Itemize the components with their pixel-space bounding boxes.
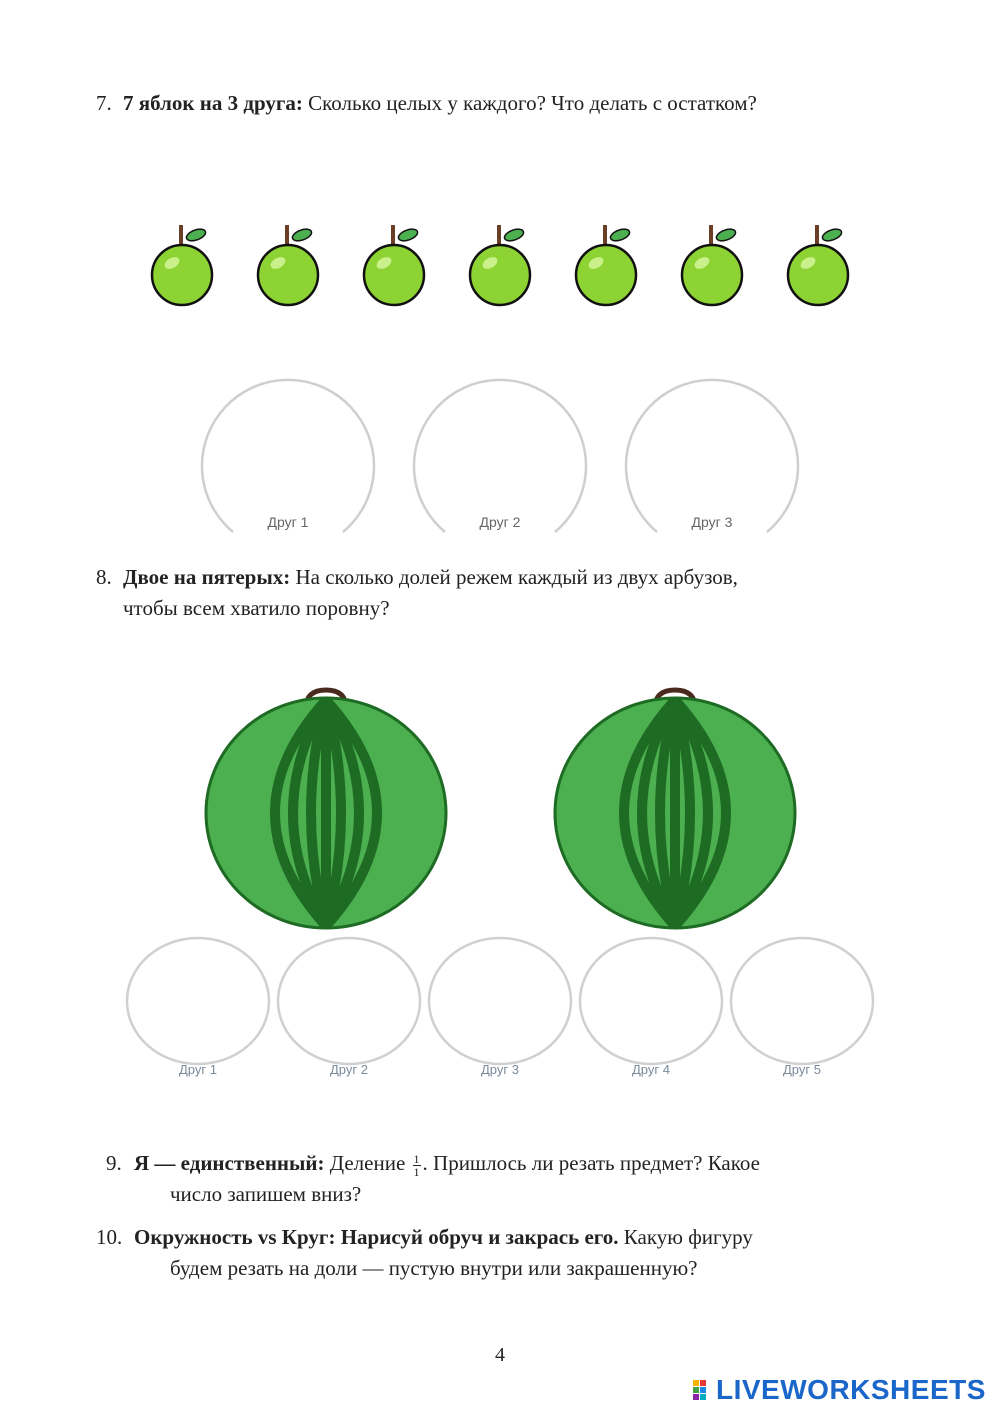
question-text-cont: . Пришлось ли резать предмет? Какое bbox=[422, 1151, 760, 1175]
plate-label: Друг 5 bbox=[783, 1062, 821, 1077]
apple-icon bbox=[576, 225, 636, 305]
question-text-line2: число запишем вниз? bbox=[170, 1182, 362, 1206]
apple-icon bbox=[364, 225, 424, 305]
apple-icon bbox=[788, 225, 848, 305]
question-number: 10. bbox=[96, 1225, 123, 1249]
question-text: На сколько долей режем каждый из двух арбузов, bbox=[290, 565, 738, 589]
apple-icon bbox=[152, 225, 212, 305]
question-text: Сколько целых у каждого? Что делать с остатком? bbox=[302, 91, 757, 115]
watermelon-plates bbox=[0, 930, 1000, 1090]
logo-text: LIVEWORKSHEETS bbox=[716, 1374, 986, 1405]
friend-plate[interactable] bbox=[414, 380, 586, 532]
watermelons bbox=[0, 680, 1000, 940]
apple-icon bbox=[258, 225, 318, 305]
apples-row bbox=[0, 215, 1000, 315]
question-text: Какую фигуру bbox=[618, 1225, 753, 1249]
question-title: Окружность vs Круг: Нарисуй обруч и закрась его. bbox=[134, 1225, 619, 1249]
plate-label: Друг 1 bbox=[179, 1062, 217, 1077]
friend-plate[interactable] bbox=[202, 380, 374, 532]
question-title: Я — единственный: bbox=[134, 1151, 325, 1175]
watermelon-icon bbox=[206, 690, 446, 928]
plate-label: Друг 1 bbox=[267, 514, 309, 530]
question-number: 7. bbox=[96, 91, 112, 115]
friend-plate[interactable] bbox=[127, 938, 269, 1077]
fraction-numerator: 1 bbox=[413, 1151, 420, 1166]
plate-label: Друг 2 bbox=[330, 1062, 368, 1077]
question-7 bbox=[96, 88, 757, 119]
friend-plate[interactable] bbox=[626, 380, 798, 532]
friend-plate[interactable] bbox=[731, 938, 873, 1077]
apple-icon bbox=[470, 225, 530, 305]
question-8 bbox=[96, 562, 738, 624]
friend-plate[interactable] bbox=[278, 938, 420, 1077]
question-title: Двое на пятерых: bbox=[123, 565, 291, 589]
friend-plate[interactable] bbox=[429, 938, 571, 1077]
question-text: Деление bbox=[324, 1151, 411, 1175]
plate-label: Друг 3 bbox=[481, 1062, 519, 1077]
logo-icon bbox=[692, 1377, 714, 1403]
apple-plates bbox=[0, 365, 1000, 540]
apple-icon bbox=[682, 225, 742, 305]
question-text-line2: будем резать на доли — пустую внутри или закрашенную? bbox=[170, 1256, 698, 1280]
watermelon-icon bbox=[555, 690, 795, 928]
question-number: 8. bbox=[96, 565, 112, 589]
question-9 bbox=[106, 1148, 760, 1210]
question-text-line2: чтобы всем хватило поровну? bbox=[123, 596, 390, 620]
plate-label: Друг 3 bbox=[691, 514, 733, 530]
fraction-denominator: 1 bbox=[413, 1164, 420, 1179]
fraction bbox=[413, 1153, 421, 1178]
question-number: 9. bbox=[106, 1151, 122, 1175]
friend-plate[interactable] bbox=[580, 938, 722, 1077]
page-number: 4 bbox=[495, 1344, 505, 1366]
question-10 bbox=[96, 1222, 753, 1284]
liveworksheets-logo[interactable] bbox=[692, 1374, 986, 1406]
plate-label: Друг 4 bbox=[632, 1062, 670, 1077]
question-title: 7 яблок на 3 друга: bbox=[123, 91, 303, 115]
plate-label: Друг 2 bbox=[479, 514, 521, 530]
